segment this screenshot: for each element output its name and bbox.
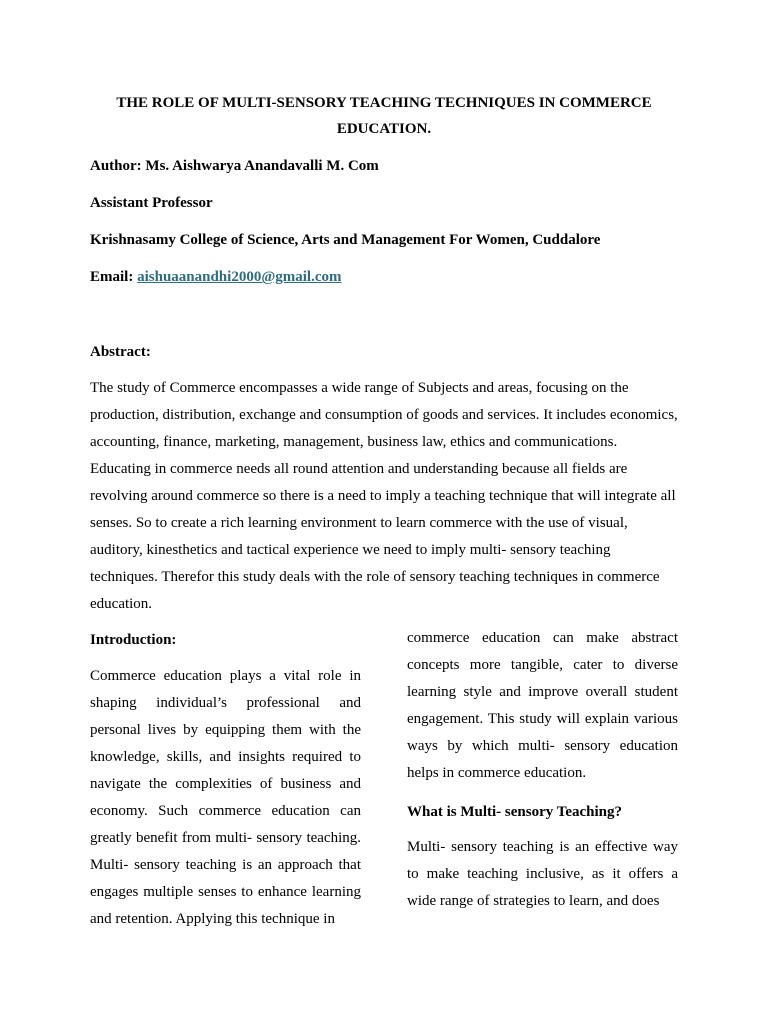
paper-title: THE ROLE OF MULTI-SENSORY TEACHING TECHNIQUES IN COMMERCE EDUCATION.	[116, 95, 652, 137]
multisensory-text: Multi- sensory teaching is an effective way to make teaching inclusive, as it offers a wide range of strategies to learn, and does	[407, 839, 678, 909]
email-link[interactable]: aishuaanandhi2000@gmail.com	[137, 269, 342, 285]
author-institution: Krishnasamy College of Science, Arts and Management For Women, Cuddalore	[90, 232, 601, 248]
email-label: Email:	[90, 269, 138, 285]
email-line	[90, 267, 342, 287]
introduction-text-continued: commerce education can make abstract concepts more tangible, cater to diverse learning style and improve overall student engagement. This study will explain various ways by which multi- sensory education helps in commerce education.	[407, 630, 678, 781]
author-position: Assistant Professor	[90, 195, 213, 211]
author-line: Author: Ms. Aishwarya Anandavalli M. Com	[90, 158, 379, 174]
abstract-heading: Abstract:	[90, 344, 151, 360]
introduction-heading: Introduction:	[90, 632, 177, 648]
multisensory-heading: What is Multi- sensory Teaching?	[407, 804, 623, 820]
introduction-text: Commerce education plays a vital role in shaping individual’s professional and personal lives by equipping them with the knowledge, skills, and insights required to navigate the complexities of business and economy. Such commerce education can greatly benefit from multi- sensory teaching. Multi- sensory teaching is an approach that engages multiple senses to enhance learning and retention. Applying this technique in	[90, 668, 361, 927]
abstract-text: The study of Commerce encompasses a wide range of Subjects and areas, focusing on the production, distribution, exchange and consumption of goods and services. It includes economics, accounting, finance, marketing, management, business law, ethics and communications. Educating in commerce needs all round attention and understanding because all fields are revolving around commerce so there is a need to imply a teaching technique that will integrate all senses. So to create a rich learning environment to learn commerce with the use of visual, auditory, kinesthetics and tactical experience we need to imply multi- sensory teaching techniques. Therefor this study deals with the role of sensory teaching techniques in commerce education.	[90, 380, 678, 612]
